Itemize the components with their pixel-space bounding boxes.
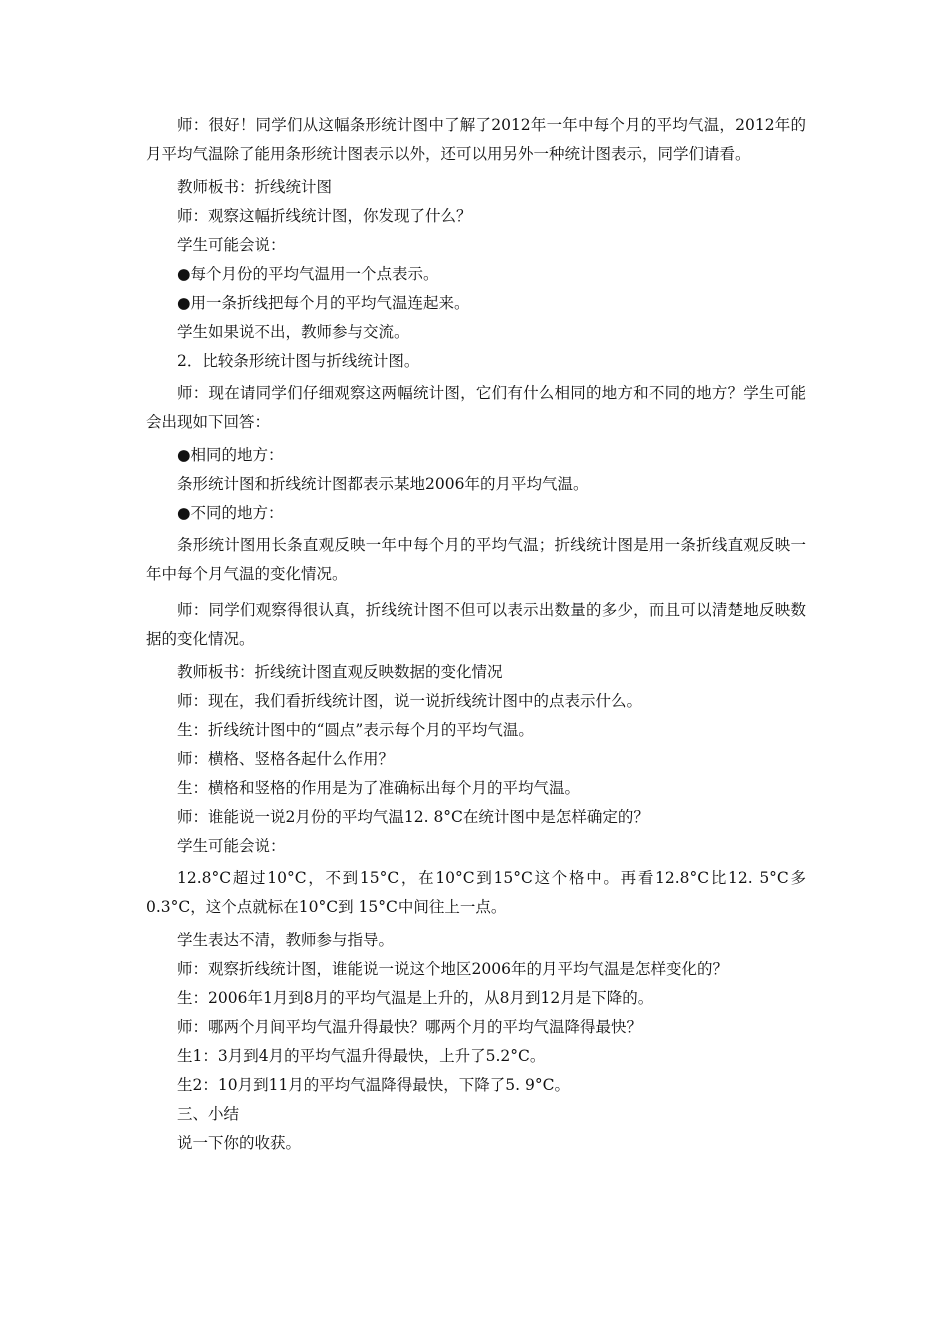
paragraph: 2．比较条形统计图与折线统计图。: [177, 352, 420, 370]
paragraph: 师：很好！同学们从这幅条形统计图中了解了2012年一年中每个月的平均气温，2012年的月平均气温除了能用条形统计图表示以外，还可以用另外一种统计图表示，同学们请看。: [146, 116, 806, 163]
paragraph: 师：哪两个月间平均气温升得最快？哪两个月的平均气温降得最快？: [177, 1018, 643, 1036]
paragraph: 学生可能会说：: [177, 837, 286, 855]
paragraph: 条形统计图和折线统计图都表示某地2006年的月平均气温。: [177, 475, 589, 493]
paragraph: ●用一条折线把每个月的平均气温连起来。: [177, 294, 470, 312]
paragraph: 学生表达不清，教师参与指导。: [177, 931, 395, 949]
paragraph: 教师板书：折线统计图: [177, 178, 333, 196]
paragraph: 学生如果说不出，教师参与交流。: [177, 323, 410, 341]
paragraph: 师：现在请同学们仔细观察这两幅统计图，它们有什么相同的地方和不同的地方？学生可能会出现如下回答：: [146, 384, 806, 431]
document-body: [146, 111, 806, 1161]
paragraph: ●不同的地方：: [177, 504, 284, 522]
paragraph: 师：横格、竖格各起什么作用？: [177, 750, 395, 768]
paragraph: 师：观察这幅折线统计图，你发现了什么？: [177, 207, 472, 225]
paragraph: 学生可能会说：: [177, 236, 286, 254]
paragraph: 生：横格和竖格的作用是为了准确标出每个月的平均气温。: [177, 779, 581, 797]
section-heading: 三、小结: [177, 1105, 240, 1123]
paragraph: 生1：3月到4月的平均气温升得最快，上升了5.2°C。: [177, 1047, 546, 1065]
paragraph: 生2：10月到11月的平均气温降得最快，下降了5. 9°C。: [177, 1076, 570, 1094]
paragraph: 条形统计图用长条直观反映一年中每个月的平均气温；折线统计图是用一条折线直观反映一年中每个月气温的变化情况。: [146, 536, 806, 583]
paragraph: 师：现在，我们看折线统计图，说一说折线统计图中的点表示什么。: [177, 692, 643, 710]
paragraph: ●每个月份的平均气温用一个点表示。: [177, 265, 439, 283]
paragraph: ●相同的地方：: [177, 446, 284, 464]
paragraph: 生：2006年1月到8月的平均气温是上升的，从8月到12月是下降的。: [177, 989, 654, 1007]
paragraph: 12.8°C超过10°C，不到15°C，在10°C到15°C这个格中。再看12.8°C比12. 5°C多0.3°C，这个点就标在10°C到 15°C中间往上一点。: [146, 869, 806, 916]
paragraph: 说一下你的收获。: [177, 1134, 302, 1152]
paragraph: 教师板书：折线统计图直观反映数据的变化情况: [177, 663, 503, 681]
paragraph: 生：折线统计图中的“圆点”表示每个月的平均气温。: [177, 721, 534, 739]
paragraph: 师：同学们观察得很认真，折线统计图不但可以表示出数量的多少，而且可以清楚地反映数据的变化情况。: [146, 601, 806, 648]
paragraph: 师：观察折线统计图，谁能说一说这个地区2006年的月平均气温是怎样变化的？: [177, 960, 728, 978]
paragraph: 师：谁能说一说2月份的平均气温12. 8°C在统计图中是怎样确定的？: [177, 808, 649, 826]
